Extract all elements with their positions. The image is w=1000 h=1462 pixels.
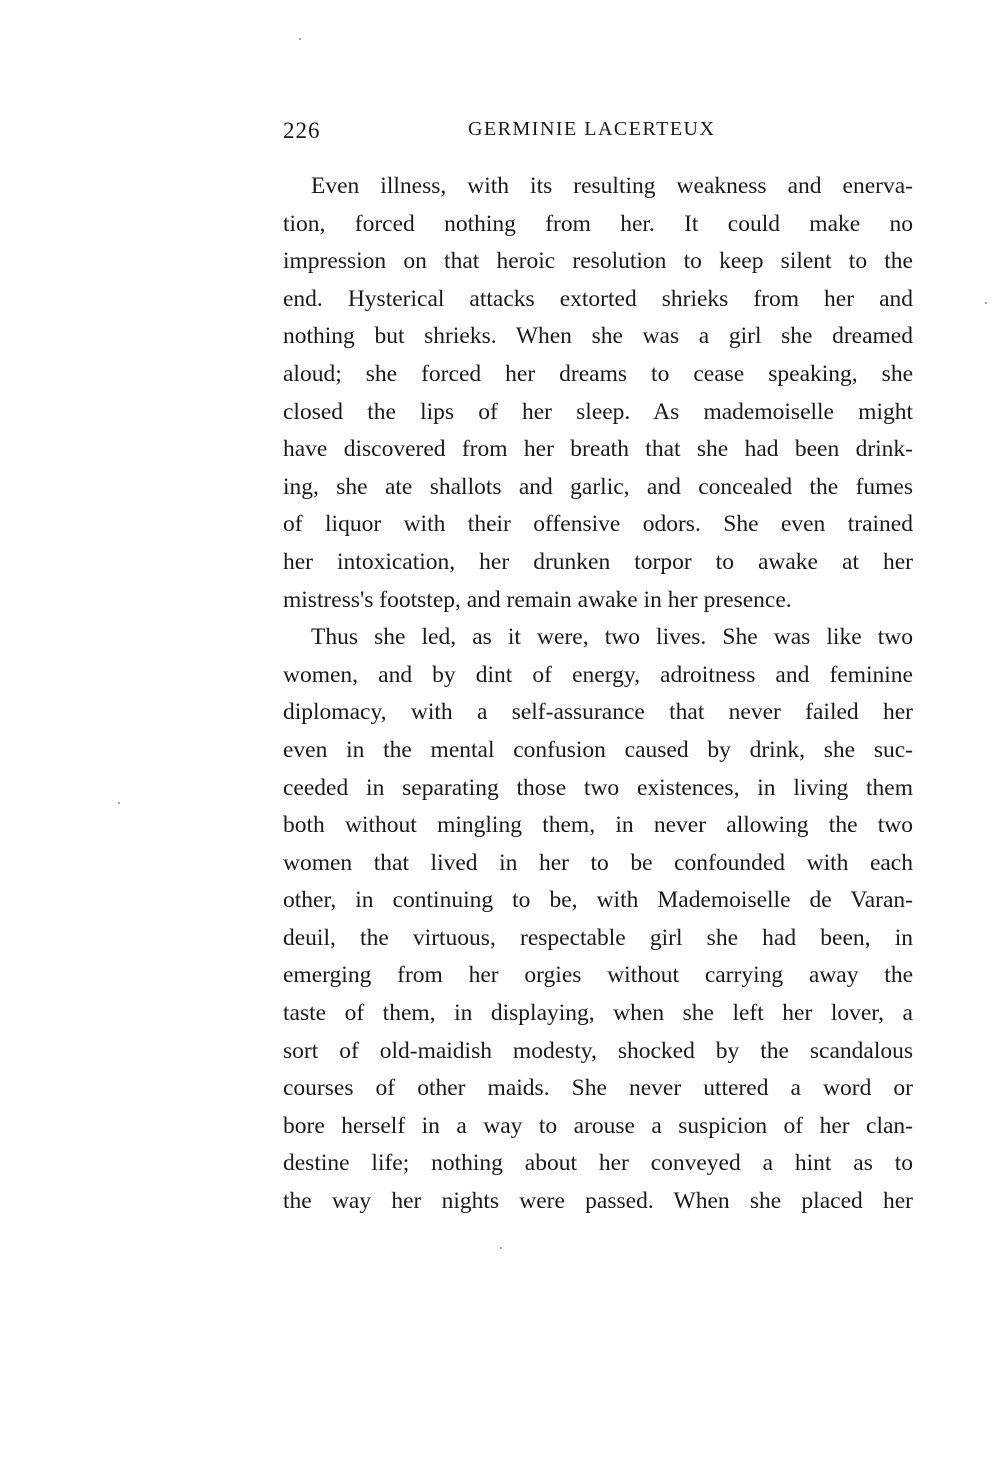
text-line: nothing but shrieks. When she was a girl she dreamed	[283, 323, 913, 350]
text-line: of liquor with their offensive odors. She even trained	[283, 511, 913, 538]
text-line: Thus she led, as it were, two lives. She was like two	[311, 624, 913, 651]
text-line: sort of old-maidish modesty, shocked by the scandalous	[283, 1037, 913, 1064]
text-line: deuil, the virtuous, respectable girl she had been, in	[283, 924, 913, 951]
text-line: ceeded in separating those two existences, in living them	[283, 774, 913, 801]
text-line: tion, forced nothing from her. It could make no	[283, 210, 913, 237]
text-line: bore herself in a way to arouse a suspicion of her clan-	[283, 1112, 913, 1139]
text-line: both without mingling them, in never allowing the two	[283, 812, 913, 839]
text-line: women, and by dint of energy, adroitness and feminine	[283, 661, 913, 688]
text-line: have discovered from her breath that she had been drink-	[283, 436, 913, 463]
text-line: aloud; she forced her dreams to cease speaking, she	[283, 360, 913, 387]
text-line: end. Hysterical attacks extorted shrieks from her and	[283, 285, 913, 312]
text-line: impression on that heroic resolution to keep silent to the	[283, 248, 913, 275]
text-line: her intoxication, her drunken torpor to awake at her	[283, 548, 913, 575]
text-line: the way her nights were passed. When she placed her	[283, 1188, 913, 1215]
text-line: mistress's footstep, and remain awake in her presence.	[283, 586, 792, 613]
text-line: closed the lips of her sleep. As mademoiselle might	[283, 398, 913, 425]
text-line: diplomacy, with a self-assurance that never failed her	[283, 699, 913, 726]
scan-speck	[985, 302, 987, 304]
text-line: other, in continuing to be, with Mademoiselle de Varan-	[283, 887, 913, 914]
page-number: 226	[283, 118, 321, 143]
text-line: women that lived in her to be confounded with each	[283, 849, 913, 876]
running-head	[283, 118, 913, 148]
text-line: courses of other maids. She never uttered a word or	[283, 1075, 913, 1102]
running-title: GERMINIE LACERTEUX	[468, 118, 716, 140]
text-line: destine life; nothing about her conveyed a hint as to	[283, 1150, 913, 1177]
scan-speck	[500, 1247, 502, 1249]
scan-speck	[118, 802, 120, 804]
scan-speck	[299, 38, 301, 40]
text-line: ing, she ate shallots and garlic, and concealed the fumes	[283, 473, 913, 500]
text-line: emerging from her orgies without carrying away the	[283, 962, 913, 989]
text-line: Even illness, with its resulting weakness and enerva-	[311, 173, 913, 199]
text-line: even in the mental confusion caused by drink, she suc-	[283, 736, 913, 763]
text-line: taste of them, in displaying, when she left her lover, a	[283, 1000, 913, 1027]
body-text	[283, 168, 913, 1221]
